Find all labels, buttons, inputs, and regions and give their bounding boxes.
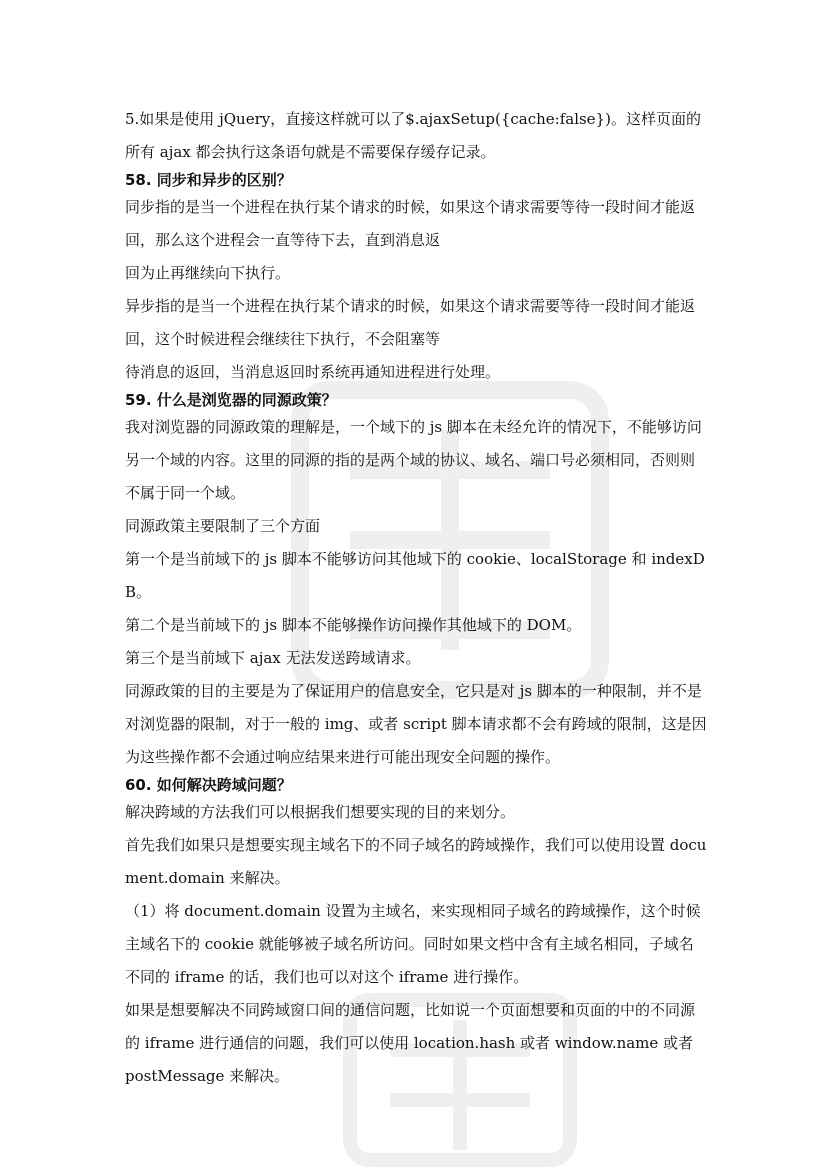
paragraph-async-1: 异步指的是当一个进程在执行某个请求的时候，如果这个请求需要等待一段时间才能返回，这个时候进程会继续往下执行，不会阻塞等: [125, 297, 696, 348]
paragraph-cors-document-domain: （1）将 document.domain 设置为主域名，来实现相同子域名的跨域操作，这个时候主域名下的 cookie 就能够被子域名所访问。同时如果文档中含有主域名相同，子域名不同的 iframe 的话，我们也可以对这个 iframe 进行操作。: [125, 902, 701, 986]
paragraph-cors-subdomain: 首先我们如果只是想要实现主域名下的不同子域名的跨域操作，我们可以使用设置 document.domain 来解决。: [125, 836, 707, 887]
heading-q58: 58. 同步和异步的区别？: [125, 171, 292, 189]
paragraph-cors-window-messaging: 如果是想要解决不同跨域窗口间的通信问题，比如说一个页面想要和页面的中的不同源的 iframe 进行通信的问题，我们可以使用 location.hash 或者 window.name 或者 postMessage 来解决。: [125, 1001, 696, 1085]
heading-q60: 60. 如何解决跨域问题？: [125, 776, 292, 794]
paragraph-sop-limit-3: 第三个是当前域下 ajax 无法发送跨域请求。: [125, 649, 421, 667]
paragraph-sync-2: 回为止再继续向下执行。: [125, 264, 291, 282]
paragraph-cors-intro: 解决跨域的方法我们可以根据我们想要实现的目的来划分。: [125, 803, 516, 821]
paragraph-sop-limits-intro: 同源政策主要限制了三个方面: [125, 517, 321, 535]
paragraph-sop-limit-2: 第二个是当前域下的 js 脚本不能够操作访问操作其他域下的 DOM。: [125, 616, 582, 634]
paragraph-sync-1: 同步指的是当一个进程在执行某个请求的时候，如果这个请求需要等待一段时间才能返回，那么这个进程会一直等待下去，直到消息返: [125, 198, 696, 249]
heading-q59: 59. 什么是浏览器的同源政策？: [125, 391, 337, 409]
paragraph-sop-definition: 我对浏览器的同源政策的理解是，一个域下的 js 脚本在未经允许的情况下，不能够访问另一个域的内容。这里的同源的指的是两个域的协议、域名、端口号必须相同，否则则不属于同一个域。: [125, 418, 702, 502]
document-body: [125, 103, 707, 1093]
paragraph-ajaxsetup: 5.如果是使用 jQuery，直接这样就可以了$.ajaxSetup({cache:false})。这样页面的所有 ajax 都会执行这条语句就是不需要保存缓存记录。: [125, 110, 701, 161]
paragraph-sop-limit-1: 第一个是当前域下的 js 脚本不能够访问其他域下的 cookie、localStorage 和 indexDB。: [125, 550, 705, 601]
paragraph-async-2: 待消息的返回，当消息返回时系统再通知进程进行处理。: [125, 363, 501, 381]
paragraph-sop-purpose: 同源政策的目的主要是为了保证用户的信息安全，它只是对 js 脚本的一种限制，并不是对浏览器的限制，对于一般的 img、或者 script 脚本请求都不会有跨域的限制，这是因为这些操作都不会通过响应结果来进行可能出现安全问题的操作。: [125, 682, 707, 766]
